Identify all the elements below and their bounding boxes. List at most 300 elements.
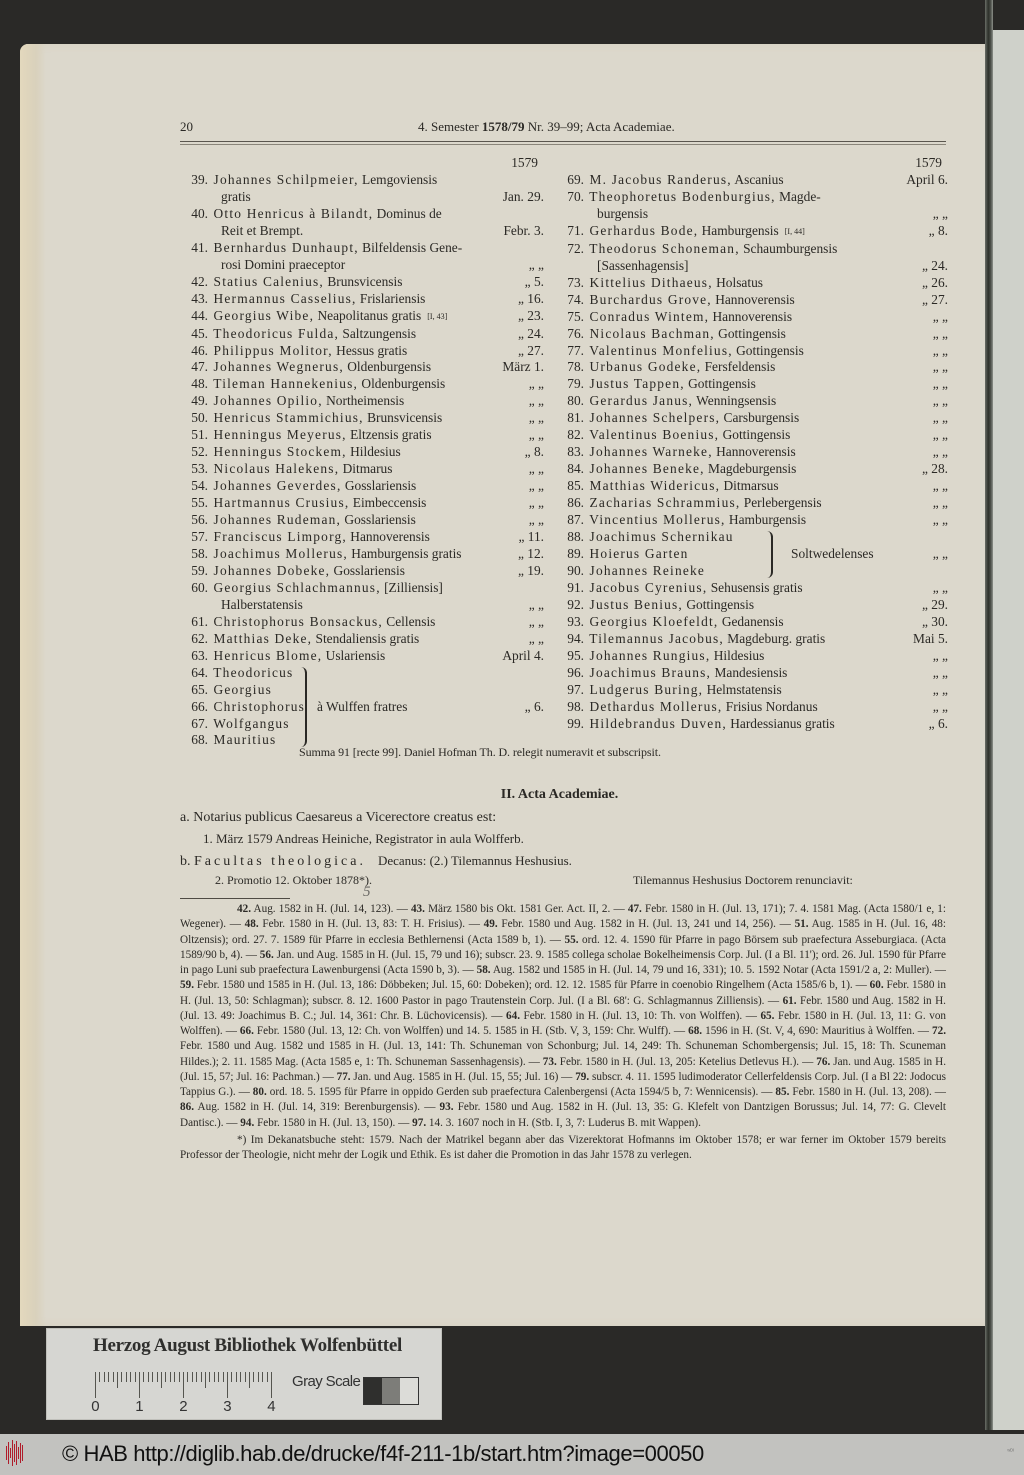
list-item — [180, 291, 544, 308]
entry-date: „ „ — [932, 427, 948, 443]
note-number: 49. — [483, 918, 498, 931]
entry-date: „ „ — [528, 376, 544, 392]
entry-name: Theophoretus Bodenburgius, — [585, 188, 776, 204]
note-text: Aug. 1582 in H. (Jul. 14, 319: Berenburgensis). — — [193, 1101, 440, 1114]
grayscale-label: Gray Scale — [292, 1373, 361, 1390]
entry-number: 76. — [567, 325, 584, 341]
entry-name: Gerardus Janus, — [585, 393, 694, 409]
entry-date: „ „ — [932, 647, 948, 663]
entry-origin: Magde- — [775, 188, 821, 204]
entry-number: 48. — [191, 376, 208, 392]
entry-origin: Eltzensis gratis — [346, 427, 432, 443]
ruler-tick — [267, 1372, 268, 1382]
entry-date: „ „ — [528, 512, 544, 528]
entry-number: 98. — [567, 698, 584, 714]
entry-name: Mauritius — [209, 732, 277, 748]
entry-number: 61. — [191, 613, 208, 629]
note-text: Febr. 1580 und Aug. 1582 in H. (Jul. 13. 49: Joachimus B. C.; Jul. 14, 361: Chr. B. Lüchovicensis). — — [180, 994, 946, 1022]
list-item — [556, 716, 948, 733]
entry-continuation: [Sassenhagensis] — [597, 257, 689, 273]
entry-date: „ „ — [932, 410, 948, 426]
pencil-annotation: 5 — [363, 884, 371, 900]
list-item — [180, 206, 544, 240]
note-number: 51. — [794, 918, 809, 931]
entry-name: Johannes Warneke, — [585, 444, 713, 460]
entry-name: Jacobus Cyrenius, — [585, 579, 708, 595]
group-label: Soltwedelenses — [791, 545, 874, 561]
list-item — [556, 275, 948, 292]
entry-origin: Gottingensis — [719, 427, 791, 443]
ruler-tick — [253, 1372, 254, 1382]
entry-origin: Oldenburgensis — [358, 376, 446, 392]
entry-name: Kittelius Dithaeus, — [585, 274, 713, 290]
list-item — [556, 172, 948, 189]
entry-origin: Gosslariensis — [330, 562, 405, 578]
entry-origin: Saltzungensis — [339, 325, 417, 341]
list-item — [180, 648, 544, 665]
entry-name: Hartmannus Crusius, — [209, 495, 350, 511]
note-number: 73. — [542, 1055, 557, 1068]
entry-name: Tileman Hannekenius, — [209, 376, 359, 392]
entry-origin: Gosslariensis — [341, 478, 417, 494]
note-text: März 1580 bis Okt. 1581 Ger. Act. II, 2. — — [424, 903, 628, 915]
logo-bar — [8, 1442, 9, 1464]
running-title-prefix: 4. Semester — [418, 119, 482, 134]
list-item — [180, 326, 544, 343]
note-number: 66. — [239, 1025, 254, 1037]
list-item — [556, 580, 948, 597]
entry-origin: Frisius Nordanus — [722, 698, 818, 714]
note-text: ord. 12. 4. 1590 für Pfarre in pago Börsem sub praefectura Asseburgiaca. (Acta 1589/90 b, 4). — — [180, 933, 946, 961]
ruler-tick — [214, 1372, 215, 1382]
entry-number: 79. — [567, 376, 584, 392]
entry-name: Theodoricus — [209, 664, 294, 680]
logo-bar — [12, 1440, 13, 1466]
entry-date: „ 5. — [524, 273, 544, 289]
entry-number: 54. — [191, 478, 208, 494]
entry-name: Johannes Opilio, — [209, 393, 323, 409]
entry-name: Dethardus Mollerus, — [585, 698, 723, 714]
entry-number: 86. — [567, 495, 584, 511]
entry-date: „ 16. — [517, 290, 544, 306]
entry-number: 57. — [191, 529, 208, 545]
entry-number: 58. — [191, 545, 208, 561]
note-text: Febr. 1580 in H. (Jul. 13, 10: Th. von Wolffen). — — [519, 1009, 761, 1022]
note-text: Aug. 1582 in H. (Jul. 14, 123). — — [250, 903, 411, 915]
entry-number: 66. — [191, 698, 208, 714]
running-title — [418, 119, 675, 135]
entry-number: 68. — [191, 732, 208, 748]
entry-origin: Gottingensis — [684, 376, 756, 392]
entry-number: 75. — [567, 308, 584, 324]
entry-name: Johannes Beneke, — [585, 461, 705, 477]
matriculation-right-column — [556, 155, 948, 732]
entry-name: Hildebrandus Duven, — [585, 715, 727, 731]
ruler-tick — [121, 1372, 122, 1382]
entry-date: März 1. — [502, 359, 544, 375]
facing-page-edge — [993, 30, 1024, 1430]
logo-bar — [20, 1443, 21, 1463]
entry-origin: Brunsvicensis — [363, 410, 443, 426]
ruler-tick — [165, 1372, 166, 1382]
list-item — [180, 580, 544, 614]
ruler-tick — [113, 1372, 114, 1382]
ruler-scale — [95, 1372, 273, 1398]
list-item — [556, 546, 948, 563]
entry-name: Johannes Rudeman, — [209, 512, 342, 528]
entry-date: „ „ — [932, 495, 948, 511]
list-item — [180, 631, 544, 648]
entry-number: 94. — [567, 630, 584, 646]
note-number: 80. — [252, 1086, 267, 1098]
entry-origin: Mandesiensis — [711, 664, 788, 680]
logo-bar — [6, 1446, 7, 1460]
entry-number: 96. — [567, 664, 584, 680]
note-number: 86. — [180, 1101, 194, 1114]
entry-number: 49. — [191, 393, 208, 409]
logo-bar — [22, 1445, 23, 1461]
entry-date: April 6. — [906, 172, 948, 187]
entry-number: 51. — [191, 427, 208, 443]
entry-number: 70. — [567, 188, 584, 204]
entry-date: „ „ — [932, 698, 948, 714]
entry-reference: [I, 44] — [784, 226, 805, 236]
entry-number: 99. — [567, 715, 584, 731]
hab-logo-icon — [6, 1439, 24, 1467]
entry-name: Justus Tappen, — [585, 376, 685, 392]
entry-date: „ „ — [528, 427, 544, 443]
list-item — [180, 410, 544, 427]
entry-origin: Magdeburgensis — [704, 461, 797, 477]
entry-origin: Gottingensis — [714, 325, 786, 341]
entry-origin: Helmstatensis — [703, 681, 782, 697]
grayscale-swatch — [363, 1377, 419, 1405]
entry-number: 69. — [567, 172, 584, 187]
entry-name: Gerhardus Bode, — [585, 222, 699, 238]
note-text: ord. 18. 5. 1595 für Pfarre in oppido Gerden sub praefectura Calenbergensi (Acta 1594/5 b, 7: Wennicensis). — — [266, 1086, 776, 1098]
copyright-url[interactable]: © HAB http://diglib.hab.de/drucke/f4f-211-1b/start.htm?image=00050 — [62, 1441, 704, 1466]
entry-date: „ 6. — [928, 715, 948, 731]
entry-name: Statius Calenius, — [209, 273, 324, 289]
entry-number: 42. — [191, 273, 208, 289]
entry-name: Theodoricus Fulda, — [209, 325, 340, 341]
entry-origin: Hamburgensis — [698, 222, 779, 238]
note-number: 93. — [439, 1101, 454, 1114]
list-item — [556, 512, 948, 529]
entry-date: „ „ — [528, 478, 544, 494]
ruler-tick — [245, 1372, 246, 1382]
entry-number: 39. — [191, 172, 208, 187]
entry-name: Henricus Blome, — [209, 647, 323, 663]
ruler-tick — [209, 1372, 210, 1382]
entry-number: 90. — [567, 562, 584, 578]
entry-name: Christophorus Bonsackus, — [209, 613, 383, 629]
entry-continuation: gratis — [221, 188, 251, 204]
ruler-tick — [143, 1372, 144, 1382]
list-item — [180, 546, 544, 563]
entry-name: Conradus Wintem, — [585, 308, 710, 324]
list-item — [556, 189, 948, 223]
grayscale-patch — [382, 1378, 400, 1404]
ruler-tick — [126, 1372, 127, 1382]
entry-name: Johannes Rungius, — [585, 647, 711, 663]
list-item — [556, 343, 948, 360]
entry-number: 59. — [191, 562, 208, 578]
entry-origin: Hannoverensis — [346, 529, 430, 545]
list-item — [180, 478, 544, 495]
entry-date: „ „ — [932, 205, 948, 221]
year-heading-left: 1579 — [511, 155, 538, 170]
entry-date: „ „ — [528, 393, 544, 409]
entry-name: Matthias Deke, — [209, 630, 313, 646]
ruler-tick — [258, 1372, 259, 1382]
ruler-tick — [108, 1372, 109, 1382]
entry-date: „ 30. — [921, 613, 948, 629]
entry-name: Bernhardus Dunhaupt, — [209, 239, 359, 255]
entry-date: „ „ — [932, 478, 948, 494]
entry-date: „ „ — [932, 325, 948, 341]
note-number: 55. — [564, 933, 579, 946]
ruler-label: 3 — [223, 1398, 232, 1415]
entry-name: Wolfgangus — [209, 715, 290, 731]
page-edge — [20, 44, 46, 1326]
entry-origin: Hardessianus gratis — [726, 715, 835, 731]
ruler-tick — [104, 1372, 105, 1382]
ruler-label: 1 — [135, 1398, 144, 1415]
entry-name: Valentinus Boenius, — [585, 427, 720, 443]
list-item — [180, 512, 544, 529]
entry-date: „ „ — [932, 579, 948, 595]
entry-date: „ 24. — [921, 257, 948, 273]
entry-origin: Ascanius — [731, 172, 784, 187]
list-item — [556, 410, 948, 427]
list-item — [556, 292, 948, 309]
list-item — [556, 529, 948, 546]
entry-date: „ 11. — [518, 529, 544, 545]
note-text: Febr. 1580 in H. (Jul. 13, 50: Schlagman); subscr. 8. 12. 1600 Pastor in pago Trautenstein Corp. Jul. (I a Bl. 68': G. Schlagmannus Zilliensis). — — [180, 979, 946, 1007]
list-item — [556, 223, 948, 241]
list-item — [180, 172, 544, 206]
entry-number: 44. — [191, 307, 208, 323]
ruler-tick — [183, 1372, 184, 1398]
list-item — [180, 343, 544, 360]
entry-origin: Gedanensis — [718, 613, 784, 629]
note-number: 42. — [237, 903, 251, 915]
entry-origin: [Zilliensis] — [380, 579, 443, 595]
note-number: 43. — [410, 903, 425, 915]
entry-number: 60. — [191, 579, 208, 595]
note-text: Febr. 1580 und Aug. 1582 in H. (Jul. 13, 241 und 14, 256). — — [497, 918, 795, 931]
list-item — [556, 478, 948, 495]
logo-bar — [14, 1444, 15, 1462]
note-text: Febr. 1580 (Jul. 13, 12: Ch. von Wolffen) und 14. 5. 1585 in H. (Stb. V, 3, 159: Chr. Wulff). — — [253, 1025, 689, 1037]
logo-bar — [18, 1447, 19, 1459]
list-item — [556, 444, 948, 461]
section-title: II. Acta Academiae. — [500, 787, 619, 802]
group-date: „ „ — [932, 545, 948, 561]
entry-origin: Wenningsensis — [693, 393, 777, 409]
entry-origin: Cellensis — [382, 613, 436, 629]
header-rule — [180, 141, 946, 142]
entry-name: Tilemannus Jacobus, — [585, 630, 724, 646]
ruler-tick — [157, 1372, 158, 1382]
promotio-line: 2. Promotio 12. Oktober 1878*). — [215, 873, 372, 887]
entry-number: 84. — [567, 461, 584, 477]
entry-name: Christophorus — [209, 698, 306, 714]
note-text: Febr. 1580 in H. (Jul. 13, 150). — — [254, 1116, 413, 1129]
summa-line: Summa 91 [recte 99]. Daniel Hofman Th. D. relegit numeravit et subscripsit. — [299, 745, 661, 759]
ruler-tick — [249, 1372, 250, 1388]
entry-name: Nicolaus Halekens, — [209, 461, 340, 477]
ruler-tick — [152, 1372, 153, 1382]
page-number: 20 — [180, 119, 193, 134]
entry-date: „ „ — [932, 393, 948, 409]
entry-origin: Hessus gratis — [332, 342, 408, 358]
ruler-tick — [205, 1372, 206, 1388]
entry-continuation: Reit et Brempt. — [221, 222, 304, 238]
brace-bracket — [766, 531, 773, 578]
entry-origin: Gottingensis — [682, 596, 755, 612]
entry-number: 67. — [191, 715, 208, 731]
ruler-label: 2 — [179, 1398, 188, 1415]
ruler-tick — [139, 1372, 140, 1398]
list-item — [556, 427, 948, 444]
entry-number: 77. — [567, 342, 584, 358]
entry-name: Philippus Molitor, — [209, 342, 333, 358]
entry-origin: Uslariensis — [322, 647, 386, 663]
entry-name: Matthias Widericus, — [585, 478, 721, 494]
list-item — [556, 699, 948, 716]
entry-date: „ „ — [932, 342, 948, 358]
dean-line: Decanus: (2.) Tilemannus Heshusius. — [377, 853, 572, 868]
entry-number: 65. — [191, 681, 208, 697]
list-item — [556, 309, 948, 326]
list-item — [556, 597, 948, 614]
ruler-tick — [179, 1372, 180, 1382]
entry-name: Johannes Wegnerus, — [209, 359, 344, 375]
list-item — [556, 614, 948, 631]
entry-date: „ „ — [932, 308, 948, 324]
entry-name: Johannes Schilpmeier, — [209, 172, 359, 187]
entry-list-right-b — [556, 580, 948, 733]
entry-number: 87. — [567, 512, 584, 528]
logo-bar — [16, 1441, 17, 1465]
entry-date: „ „ — [528, 410, 544, 426]
entry-name: Johannes Schelpers, — [585, 410, 721, 426]
entry-name: Joachimus Schernikau — [585, 529, 734, 545]
entry-name: Johannes Geverdes, — [209, 478, 342, 494]
list-item — [556, 241, 948, 275]
footnote-rule — [180, 898, 290, 899]
entry-origin: Hildesius — [710, 647, 765, 663]
list-item — [556, 682, 948, 699]
note-number: 72. — [932, 1025, 946, 1037]
note-text: Jan. und Aug. 1585 in H. (Jul. 15, 55; Jul. 16) — — [350, 1070, 576, 1083]
ruler-tick — [99, 1372, 100, 1382]
entry-number: 82. — [567, 427, 584, 443]
note-number: 79. — [575, 1070, 590, 1083]
entry-date: „ 28. — [921, 461, 948, 477]
note-text: Febr. 1580 in H. (Jul. 13, 208). — — [789, 1086, 946, 1098]
brace-bracket — [300, 667, 307, 748]
entry-date: „ „ — [528, 256, 544, 272]
ruler-tick — [95, 1372, 96, 1398]
list-item — [180, 308, 544, 326]
acta-b-prefix: b. — [180, 854, 194, 869]
entry-number: 74. — [567, 291, 584, 307]
grayscale-patch — [400, 1378, 418, 1404]
note-text: Febr. 1580 in H. (Jul. 13, 171); 7. 4. 1581 Mag. (Acta 1580/1 e, 1: Wegener). — — [180, 903, 946, 931]
entry-name: Vincentius Mollerus, — [585, 512, 726, 528]
entry-date: „ 24. — [517, 325, 544, 341]
list-item — [556, 648, 948, 665]
entry-name: Georgius Wibe, — [209, 307, 315, 323]
entry-name: Nicolaus Bachman, — [585, 325, 715, 341]
ruler-tick — [236, 1372, 237, 1382]
entry-origin: Ditmarus — [339, 461, 393, 477]
entry-number: 91. — [567, 579, 584, 595]
entry-number: 93. — [567, 613, 584, 629]
entry-number: 63. — [191, 647, 208, 663]
ruler-tick — [196, 1372, 197, 1382]
biographical-notes — [180, 902, 946, 1131]
note-text: Febr. 1580 und Aug. 1582 und 1585 in H. (Jul. 13, 141: Th. Schuneman von Schonburg; Jul. 14, 249: Th. Schuneman Schombergensis; Jul. 15, 18: Th. Scuneman Hildes.); 2. 11. 1585 Mag. (Acta 1585 e, 1: Th. Schuneman Sassenhagensis). — — [180, 1040, 946, 1068]
note-number: 77. — [336, 1070, 351, 1083]
ruler-tick — [227, 1372, 228, 1398]
group-date: „ 6. — [524, 698, 544, 714]
entry-origin: Hannoverensis — [712, 444, 796, 460]
note-number: 47. — [627, 903, 642, 915]
running-head — [180, 119, 946, 139]
logo-bar — [10, 1448, 11, 1458]
note-number: 76. — [816, 1055, 831, 1068]
list-item — [556, 563, 948, 580]
entry-number: 88. — [567, 529, 584, 545]
entry-origin: Eimbeccensis — [349, 495, 427, 511]
entry-origin: Neapolitanus gratis — [314, 307, 422, 323]
entry-origin: Brunsvicensis — [323, 273, 403, 289]
entry-number: 40. — [191, 205, 208, 221]
entry-name: Georgius — [209, 681, 272, 697]
note-number: 56. — [259, 948, 274, 961]
entry-date: „ 27. — [517, 342, 544, 358]
entry-name: Hoierus Garten — [585, 545, 689, 561]
entry-name: Valentinus Monfelius, — [585, 342, 733, 358]
entry-origin: Stendaliensis gratis — [312, 630, 420, 646]
list-item — [180, 444, 544, 461]
ruler-tick — [218, 1372, 219, 1382]
entry-date: „ 27. — [921, 291, 948, 307]
list-item — [180, 240, 544, 274]
ruler-tick — [174, 1372, 175, 1382]
ruler-tick — [170, 1372, 171, 1382]
entry-name: Joachimus Mollerus, — [209, 545, 348, 561]
entry-number: 46. — [191, 342, 208, 358]
entry-number: 83. — [567, 444, 584, 460]
entry-name: Zacharias Schrammius, — [585, 495, 741, 511]
note-text: 1596 in H. (St. V, 4, 690: Mauritius à Wolffen. — — [702, 1025, 933, 1037]
list-item — [180, 665, 544, 682]
list-item — [556, 665, 948, 682]
entry-number: 56. — [191, 512, 208, 528]
entry-origin: Gottingensis — [732, 342, 804, 358]
entry-origin: Hamburgensis gratis — [347, 545, 462, 561]
entry-date: „ 8. — [928, 222, 948, 238]
entry-date: „ 26. — [921, 274, 948, 290]
entry-name: Henningus Stockem, — [209, 444, 347, 460]
entry-number: 71. — [567, 222, 584, 238]
entry-origin: Schaumburgensis — [739, 240, 838, 256]
